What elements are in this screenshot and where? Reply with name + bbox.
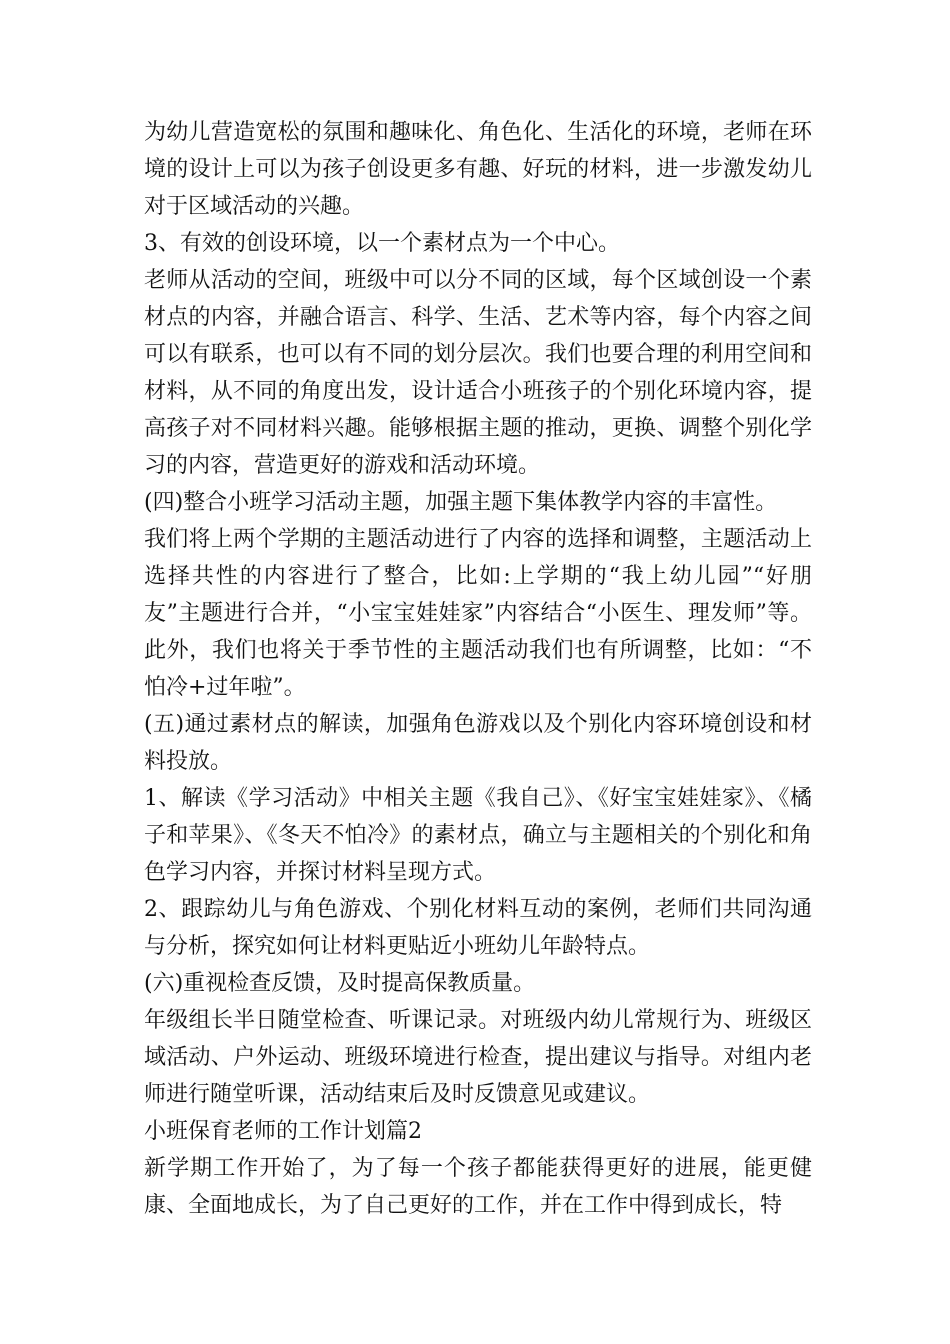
document-body (144, 114, 812, 1224)
paragraph-inspection: 年级组长半日随堂检查、听课记录。对班级内幼儿常规行为、班级区域活动、户外运动、班级环境进行检查，提出建议与指导。对组内老师进行随堂听课，活动结束后及时反馈意见或建议。 (144, 1008, 812, 1107)
section-heading-4: (四)整合小班学习活动主题，加强主题下集体教学内容的丰富性。 (144, 490, 778, 515)
section-heading-6: (六)重视检查反馈，及时提高保教质量。 (144, 971, 536, 996)
article-title-part-2: 小班保育老师的工作计划篇2 (144, 1119, 422, 1144)
paragraph-item-2-tracking: 2、跟踪幼儿与角色游戏、个别化材料互动的案例，老师们共同沟通与分析，探究如何让材料更贴近小班幼儿年龄特点。 (144, 897, 812, 959)
paragraph-activity-space: 老师从活动的空间，班级中可以分不同的区域，每个区域创设一个素材点的内容，并融合语言、科学、生活、艺术等内容，每个内容之间可以有联系，也可以有不同的划分层次。我们也要合理的利用空间和材料，从不同的角度出发，设计适合小班孩子的个别化环境内容，提高孩子对不同材料兴趣。能够根据主题的推动，更换、调整个别化学习的内容，营造更好的游戏和活动环境。 (144, 268, 812, 478)
section-heading-5: (五)通过素材点的解读，加强角色游戏以及个别化内容环境创设和材料投放。 (144, 712, 812, 774)
paragraph-environment-intro: 为幼儿营造宽松的氛围和趣味化、角色化、生活化的环境，老师在环境的设计上可以为孩子创设更多有趣、好玩的材料，进一步激发幼儿对于区域活动的兴趣。 (144, 120, 812, 219)
paragraph-item-3-heading: 3、有效的创设环境，以一个素材点为一个中心。 (144, 231, 620, 256)
paragraph-item-1-interpretation: 1、解读《学习活动》中相关主题《我自己》、《好宝宝娃娃家》、《橘子和苹果》、《冬天不怕冷》的素材点，确立与主题相关的个别化和角色学习内容，并探讨材料呈现方式。 (144, 786, 812, 885)
paragraph-new-semester: 新学期工作开始了，为了每一个孩子都能获得更好的进展，能更健康、全面地成长，为了自己更好的工作，并在工作中得到成长，特 (144, 1156, 812, 1218)
paragraph-theme-integration: 我们将上两个学期的主题活动进行了内容的选择和调整，主题活动上选择共性的内容进行了整合，比如:上学期的“我上幼儿园”“好朋友”主题进行合并，“小宝宝娃娃家”内容结合“小医生、理发师”等。此外，我们也将关于季节性的主题活动我们也有所调整，比如：“不怕冷+过年啦”。 (144, 527, 812, 700)
